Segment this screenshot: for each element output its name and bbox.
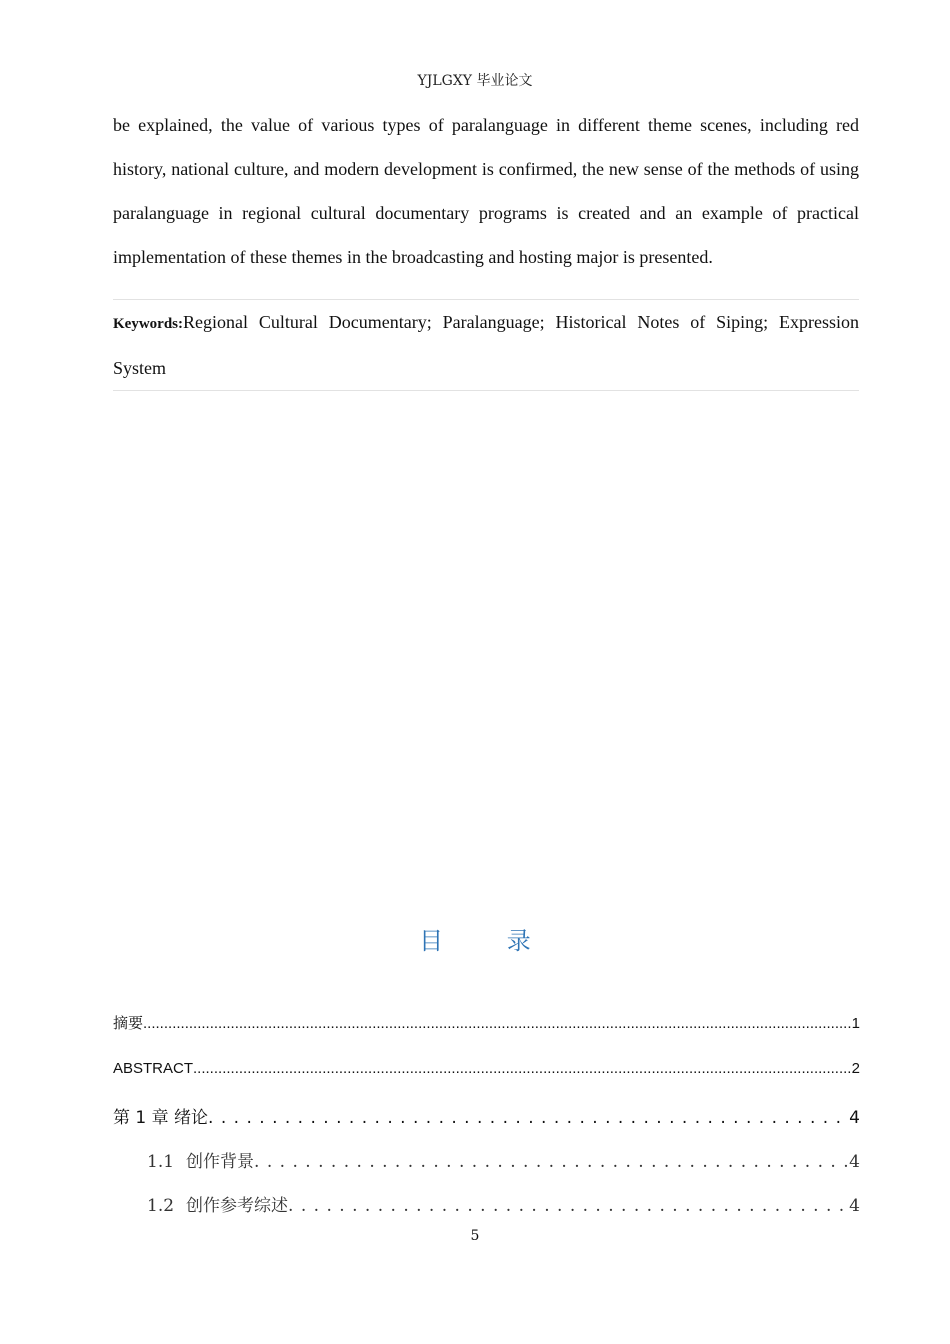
toc-entry-abstract-cn[interactable] — [113, 1012, 860, 1033]
toc-entry-label: 摘要 — [113, 1015, 144, 1032]
toc-entry-page: 4 — [849, 1108, 860, 1128]
toc-entry-chapter-1[interactable] — [113, 1103, 860, 1128]
toc-entry-number: 1.2 — [147, 1196, 175, 1216]
toc-leader-dots — [143, 1015, 852, 1032]
toc-leader-dots — [208, 1108, 849, 1128]
toc-entry-page: 2 — [851, 1060, 860, 1077]
toc-entry-label: 创作参考综述 — [186, 1196, 289, 1216]
abstract-paragraph: be explained, the value of various types of paralanguage in different theme scenes, including red history, national culture, and modern development is confirmed, the new sense of the methods of using paralanguage in regional cultural documentary programs is created and an example of practical implementation of these themes in the broadcasting and hosting major is presented. — [113, 115, 859, 267]
page-number: 5 — [470, 1228, 480, 1244]
keywords-text: Regional Cultural Documentary; Paralanguage; Historical Notes of Siping; Expression System — [113, 312, 859, 378]
toc-leader-dots — [288, 1196, 849, 1216]
page-header: YJLGXY 毕业论文 — [417, 73, 533, 89]
toc-entry-section-1-1[interactable] — [147, 1147, 860, 1172]
toc-entry-page: 1 — [851, 1015, 860, 1032]
toc-entry-label: 创作背景 — [186, 1152, 255, 1172]
keywords-label: Keywords: — [113, 316, 183, 332]
toc-leader-dots — [193, 1060, 852, 1077]
toc-entry-section-1-2[interactable] — [147, 1191, 860, 1216]
keywords-block — [113, 299, 859, 391]
toc-entry-page: 4 — [849, 1152, 860, 1172]
toc-title: 目 录 — [419, 927, 559, 955]
toc-entry-abstract-en[interactable] — [113, 1060, 860, 1077]
toc-leader-dots — [254, 1152, 849, 1172]
toc-entry-number: 1.1 — [147, 1152, 175, 1172]
toc-entry-label: 第 1 章 绪论 — [113, 1108, 209, 1128]
toc-entry-label: ABSTRACT — [113, 1060, 194, 1077]
toc-entry-page: 4 — [849, 1196, 860, 1216]
